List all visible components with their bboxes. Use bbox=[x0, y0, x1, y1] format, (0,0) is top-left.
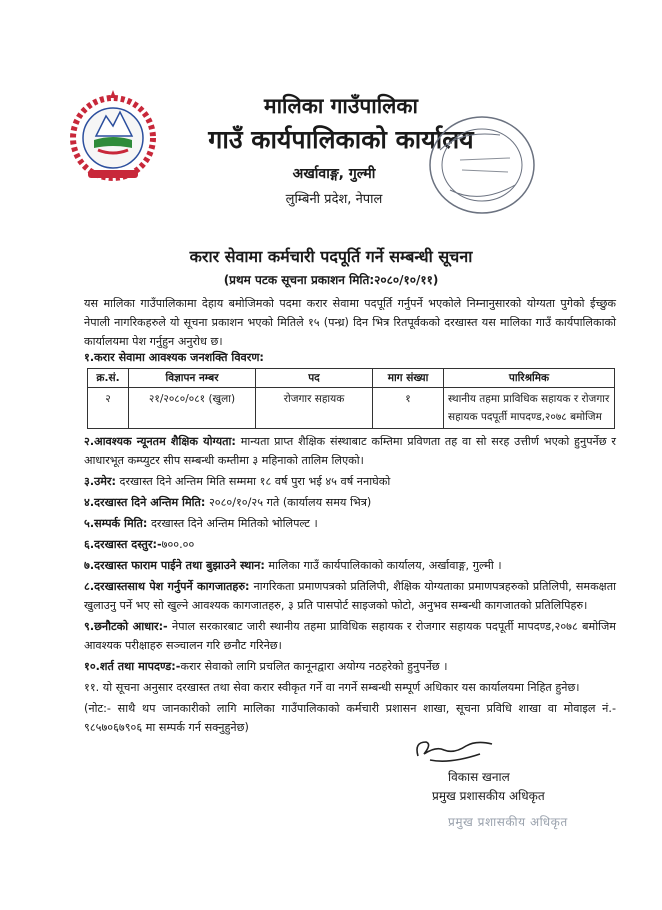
item-text: २०८०/१०/२५ गते (कार्यालय समय भित्र) bbox=[205, 496, 372, 509]
item-text: मालिका गाउँ कार्यपालिकाको कार्यालय, अर्खावाङ्ग, गुल्मी । bbox=[264, 559, 502, 572]
list-item bbox=[84, 617, 616, 655]
col-header-remuneration: पारिश्रमिक bbox=[444, 369, 615, 388]
item-text: (नोट:- साथै थप जानकारीको लागि मालिका गाउँपालिकाको कर्मचारी प्रशासन शाखा, सूचना प्रविधि शाखा वा मोवाइल नं.- ९८५७०६७९०६ मा सम्पर्क गर्न सक्नुहुनेछ) bbox=[84, 702, 616, 734]
list-item bbox=[84, 493, 616, 512]
letterhead bbox=[0, 92, 662, 207]
notice-items bbox=[84, 432, 616, 739]
cell-sn: २ bbox=[88, 388, 129, 429]
item-text: ११. यो सूचना अनुसार दरखास्त तथा सेवा करार स्वीकृत गर्ने वा नगर्ने सम्बन्धी सम्पूर्ण अधिकार यस कार्यालयमा निहित हुनेछ। bbox=[84, 681, 580, 694]
col-header-ad-no: विज्ञापन नम्बर bbox=[129, 369, 256, 388]
notice-subtitle: (प्रथम पटक सूचना प्रकाशन मिति:२०८०/१०/११) bbox=[223, 273, 439, 287]
address-line2: लुम्बिनी प्रदेश, नेपाल bbox=[285, 192, 383, 207]
list-item bbox=[84, 678, 616, 697]
signature-icon bbox=[410, 728, 500, 770]
item-text: नेपाल सरकारबाट जारी स्थानीय तहमा प्राविधिक सहायक र रोजगार सहायक पदपूर्ती मापदण्ड,२०७८ बमोजिम आवश्यक परीक्षाहरु सञ्चालन गरि छनौट गरिनेछ। bbox=[84, 620, 617, 652]
list-item bbox=[84, 657, 616, 676]
office-name: गाउँ कार्यपालिकाको कार्यालय bbox=[208, 125, 474, 154]
address-line1: अर्खावाङ्ग, गुल्मी bbox=[292, 166, 376, 182]
cell-remuneration: स्थानीय तहमा प्राविधिक सहायक र रोजगार सहायक पदपूर्ती मापदण्ड,२०७८ बमोजिम bbox=[444, 388, 615, 429]
item-label: ८.दरखास्तसाथ पेश गर्नुपर्ने कागजातहरु: bbox=[84, 580, 250, 593]
list-item bbox=[84, 699, 616, 737]
table-row bbox=[88, 388, 615, 429]
section1-heading: १.करार सेवामा आवश्यक जनशक्ति विवरण: bbox=[84, 351, 264, 364]
item-label: ७.दरखास्त फाराम पाईने तथा बुझाउने स्थान: bbox=[84, 559, 265, 572]
item-text: मान्यता प्राप्त शैक्षिक संस्थाबाट कम्तिमा प्रविणता तह वा सो सरह उत्तीर्ण भएको हुनुपर्नेछ र आधारभूत कम्प्युटर सीप सम्बन्धी कम्तीमा ३ महिनाको तालिम लिएको। bbox=[84, 435, 616, 467]
cell-ad-no: २१/२०८०/०८१ (खुला) bbox=[129, 388, 256, 429]
list-item bbox=[84, 432, 616, 470]
item-text: ७००.०० bbox=[161, 538, 195, 551]
col-header-post: पद bbox=[256, 369, 373, 388]
item-text: दरखास्त दिने अन्तिम मितिको भोलिपल्ट । bbox=[147, 517, 318, 530]
item-label: ३.उमेर: bbox=[84, 475, 116, 488]
list-item bbox=[84, 514, 616, 533]
org-name: मालिका गाउँपालिका bbox=[264, 94, 418, 118]
item-text: नागरिकता प्रमाणपत्रको प्रतिलिपी, शैक्षिक योग्यताका प्रमाणपत्रहरुको प्रतिलिपी, समकक्षता खुलाउनु पर्ने भए सो खुल्ने आवश्यक कागजातहरु, ३ प्रति पासपोर्ट साइजको फोटो, अनुभव सम्बन्धी कागजातको प्रतिलिपिहरु। bbox=[84, 580, 616, 612]
item-label: २.आवश्यक न्यूनतम शैक्षिक योग्यता: bbox=[84, 435, 236, 448]
list-item bbox=[84, 577, 616, 615]
item-text: दरखास्त दिने अन्तिम मिति सम्ममा १८ वर्ष पुरा भई ४५ वर्ष ननाघेको bbox=[115, 475, 391, 488]
office-stamp-icon bbox=[420, 110, 540, 220]
vacancy-table bbox=[87, 368, 615, 429]
notice-title: करार सेवामा कर्मचारी पदपूर्ति गर्ने सम्बन्धी सूचना bbox=[189, 247, 473, 266]
item-label: ४.दरखास्त दिने अन्तिम मिति: bbox=[84, 496, 206, 509]
list-item bbox=[84, 472, 616, 491]
signatory-title: प्रमुख प्रशासकीय अधिकृत bbox=[432, 789, 545, 803]
item-label: ५.सम्पर्क मिति: bbox=[84, 517, 148, 530]
list-item bbox=[84, 556, 616, 575]
intro-paragraph: यस मालिका गाउँपालिकामा देहाय बमोजिमको पदमा करार सेवामा पदपूर्ति गर्नुपर्ने भएकोले निम्नानुसारको योग्यता पुगेको ईच्छुक नेपाली नागरिकहरुले यो सूचना प्रकाशन भएको मितिले १५ (पन्ध्र) दिन भित्र रितपूर्वकको दरखास्त यस मालिका गाउँ कार्यपालिकाको कार्यालयमा पेश गर्नुहुन अनुरोध छ। bbox=[84, 297, 616, 348]
list-item bbox=[84, 535, 616, 554]
col-header-sn: क्र.सं. bbox=[88, 369, 129, 388]
table-header-row bbox=[88, 369, 615, 388]
item-label: ६.दरखास्त दस्तुर:- bbox=[84, 538, 162, 551]
designation-stamp: प्रमुख प्रशासकीय अधिकृत bbox=[448, 815, 568, 829]
cell-demand: १ bbox=[373, 388, 444, 429]
item-text: करार सेवाको लागि प्रचलित कानूनद्वारा अयोग्य नठहरेको हुनुपर्नेछ । bbox=[180, 660, 448, 673]
cell-post: रोजगार सहायक bbox=[256, 388, 373, 429]
signatory-name: विकास खनाल bbox=[448, 770, 510, 784]
item-label: १०.शर्त तथा मापदण्ड:- bbox=[84, 660, 181, 673]
item-label: ९.छनौटको आधार:- bbox=[84, 620, 168, 633]
col-header-demand: माग संख्या bbox=[373, 369, 444, 388]
